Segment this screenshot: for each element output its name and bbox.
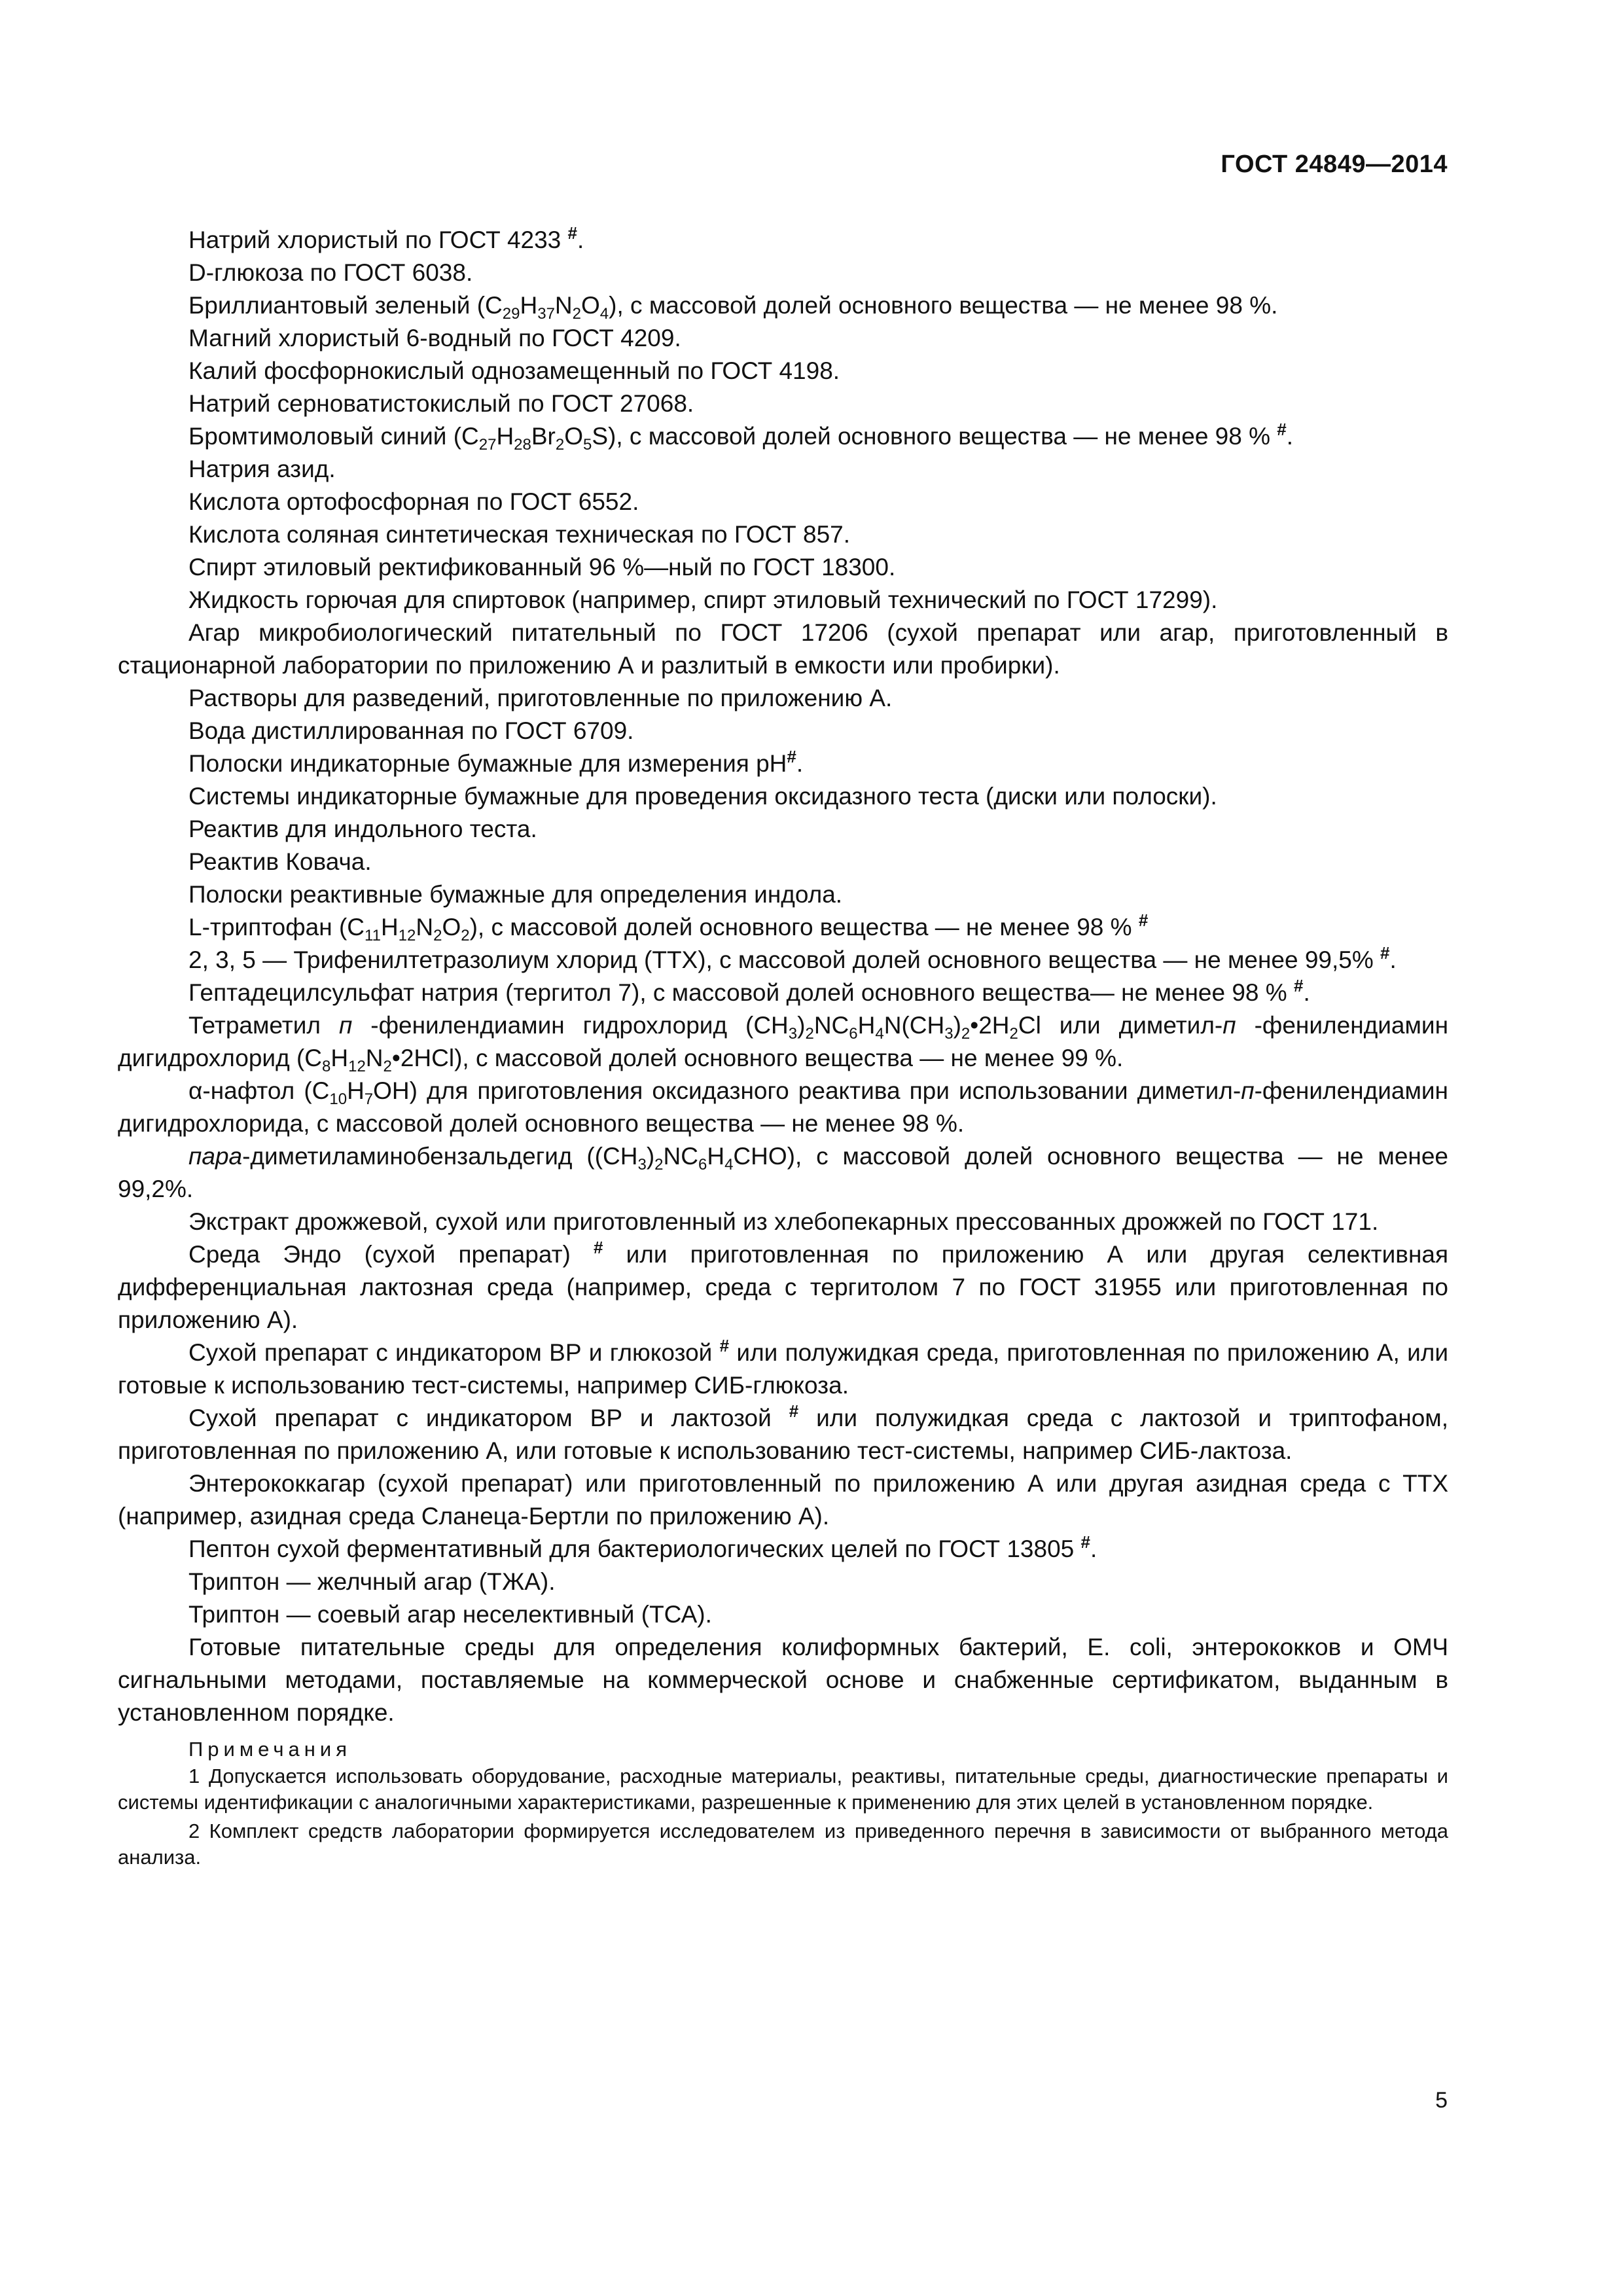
materials-list <box>118 224 1448 1873</box>
list-item: Энтерококкагар (сухой препарат) или приготовленный по приложению А или другая азидная среда с ТТХ (например, азидная среда Сланеца-Бертли по приложению А). <box>118 1470 1448 1530</box>
list-item: Полоски реактивные бумажные для определения индола. <box>188 881 843 908</box>
list-item: Бромтимоловый синий $(C_{27}H_{28}Br_2O_5S)$, с массовой долей основного вещества — не менее 98 % #. <box>188 420 1294 454</box>
list-item: Калий фосфорнокислый однозамещенный по ГОСТ 4198. <box>188 357 840 384</box>
list-item: Реактив Ковача. <box>188 848 372 875</box>
list-item: Натрий хлористый по ГОСТ 4233 #. <box>188 223 584 253</box>
list-item: Пептон сухой ферментативный для бактериологических целей по ГОСТ 13805 #. <box>188 1532 1097 1562</box>
list-item: Агар микробиологический питательный по ГОСТ 17206 (сухой препарат или агар, приготовленный в стационарной лаборатории по приложению А и разлитый в емкости или пробирки). <box>118 619 1448 679</box>
list-item: Спирт этиловый ректификованный 96 %—ный по ГОСТ 18300. <box>188 554 896 581</box>
list-item: Натрия азид. <box>188 456 336 482</box>
document-code-header: ГОСТ 24849—2014 <box>1221 151 1448 178</box>
list-item: Триптон — желчный агар (ТЖА). <box>188 1568 556 1595</box>
page-number: 5 <box>1435 2088 1448 2113</box>
list-item: Экстракт дрожжевой, сухой или приготовленный из хлебопекарных прессованных дрожжей по ГОСТ 171. <box>188 1208 1379 1235</box>
list-item: Кислота соляная синтетическая техническая по ГОСТ 857. <box>188 521 851 548</box>
note-item: 1 Допускается использовать оборудование, расходные материалы, реактивы, питательные среды, диагностические препараты и системы идентификации с аналогичными характеристиками, разрешенные к применению для этих целей в установленном порядке. <box>118 1765 1448 1814</box>
list-item: Сухой препарат с индикатором ВР и лактозой # или полужидкая среда с лактозой и триптофаном, приготовленная по приложению А, или готовые к использованию тест-системы, например СИБ-лактоза. <box>118 1401 1448 1464</box>
list-item: Кислота ортофосфорная по ГОСТ 6552. <box>188 488 639 515</box>
list-item: Вода дистиллированная по ГОСТ 6709. <box>188 717 634 744</box>
list-item: Растворы для разведений, приготовленные по приложению А. <box>188 685 893 711</box>
list-item: Жидкость горючая для спиртовок (например, спирт этиловый технический по ГОСТ 17299). <box>188 586 1218 613</box>
list-item: Триптон — соевый агар неселективный (ТСА). <box>188 1601 712 1628</box>
list-item: Гептадецилсульфат натрия (тергитол 7), с массовой долей основного вещества— не менее 98 % #. <box>188 976 1310 1006</box>
list-item: Тетраметил п -фенилендиамин гидрохлорид $(CH_3)_2NC_6H_4N(CH_3)_2•2H_2Cl$ или диметил-п -фенилендиамин дигидрохлорид $(C_8H_{12}N_2•2HCl)$, с массовой долей основного вещества — не менее 99 %. <box>118 1012 1448 1075</box>
list-item: Натрий серноватистокислый по ГОСТ 27068. <box>188 390 694 417</box>
list-item: Магний хлористый 6-водный по ГОСТ 4209. <box>188 325 681 351</box>
list-item: Сухой препарат с индикатором ВР и глюкозой # или полужидкая среда, приготовленная по приложению А, или готовые к использованию тест-системы, например СИБ-глюкоза. <box>118 1336 1449 1399</box>
list-item: Готовые питательные среды для определения колиформных бактерий, E. coli, энтерококков и ОМЧ сигнальными методами, поставляемые на коммерческой основе и снабженные сертификатом, выданным в установленном порядке. <box>118 1634 1448 1726</box>
note-item: 2 Комплект средств лаборатории формируется исследователем из приведенного перечня в зависимости от выбранного метода анализа. <box>118 1820 1448 1869</box>
list-item: Полоски индикаторные бумажные для измерения pH#. <box>188 747 804 777</box>
notes-title: Примечания <box>188 1738 351 1761</box>
list-item: Реактив для индольного теста. <box>188 816 537 842</box>
list-item: Среда Эндо (сухой препарат) # или приготовленная по приложению А или другая селективная дифференциальная лактозная среда (например, среда с тергитолом 7 по ГОСТ 31955 или приготовленная по приложению А). <box>118 1238 1448 1333</box>
list-item: пара-диметиламинобензальдегид $((CH_3)_2NC_6H_4CHO)$, с массовой долей основного вещества — не менее 99,2%. <box>118 1143 1448 1202</box>
list-item: L-триптофан $(C_{11}H_{12}N_2O_2)$, с массовой долей основного вещества — не менее 98 % # <box>188 910 1149 944</box>
list-item: Системы индикаторные бумажные для проведения оксидазного теста (диски или полоски). <box>188 783 1217 810</box>
list-item: Бриллиантовый зеленый $(C_{29}H_{37}N_2O_4)$, с массовой долей основного вещества — не менее 98 %. <box>188 292 1278 323</box>
list-item: D-глюкоза по ГОСТ 6038. <box>188 259 473 286</box>
list-item: α-нафтол $(C_{10}H_7OH)$ для приготовления оксидазного реактива при использовании диметил-п-фенилендиамин дигидрохлорида, с массовой долей основного вещества — не менее 98 %. <box>118 1077 1448 1137</box>
list-item: 2, 3, 5 — Трифенилтетразолиум хлорид (ТТХ), с массовой долей основного вещества — не менее 99,5% #. <box>188 943 1397 973</box>
